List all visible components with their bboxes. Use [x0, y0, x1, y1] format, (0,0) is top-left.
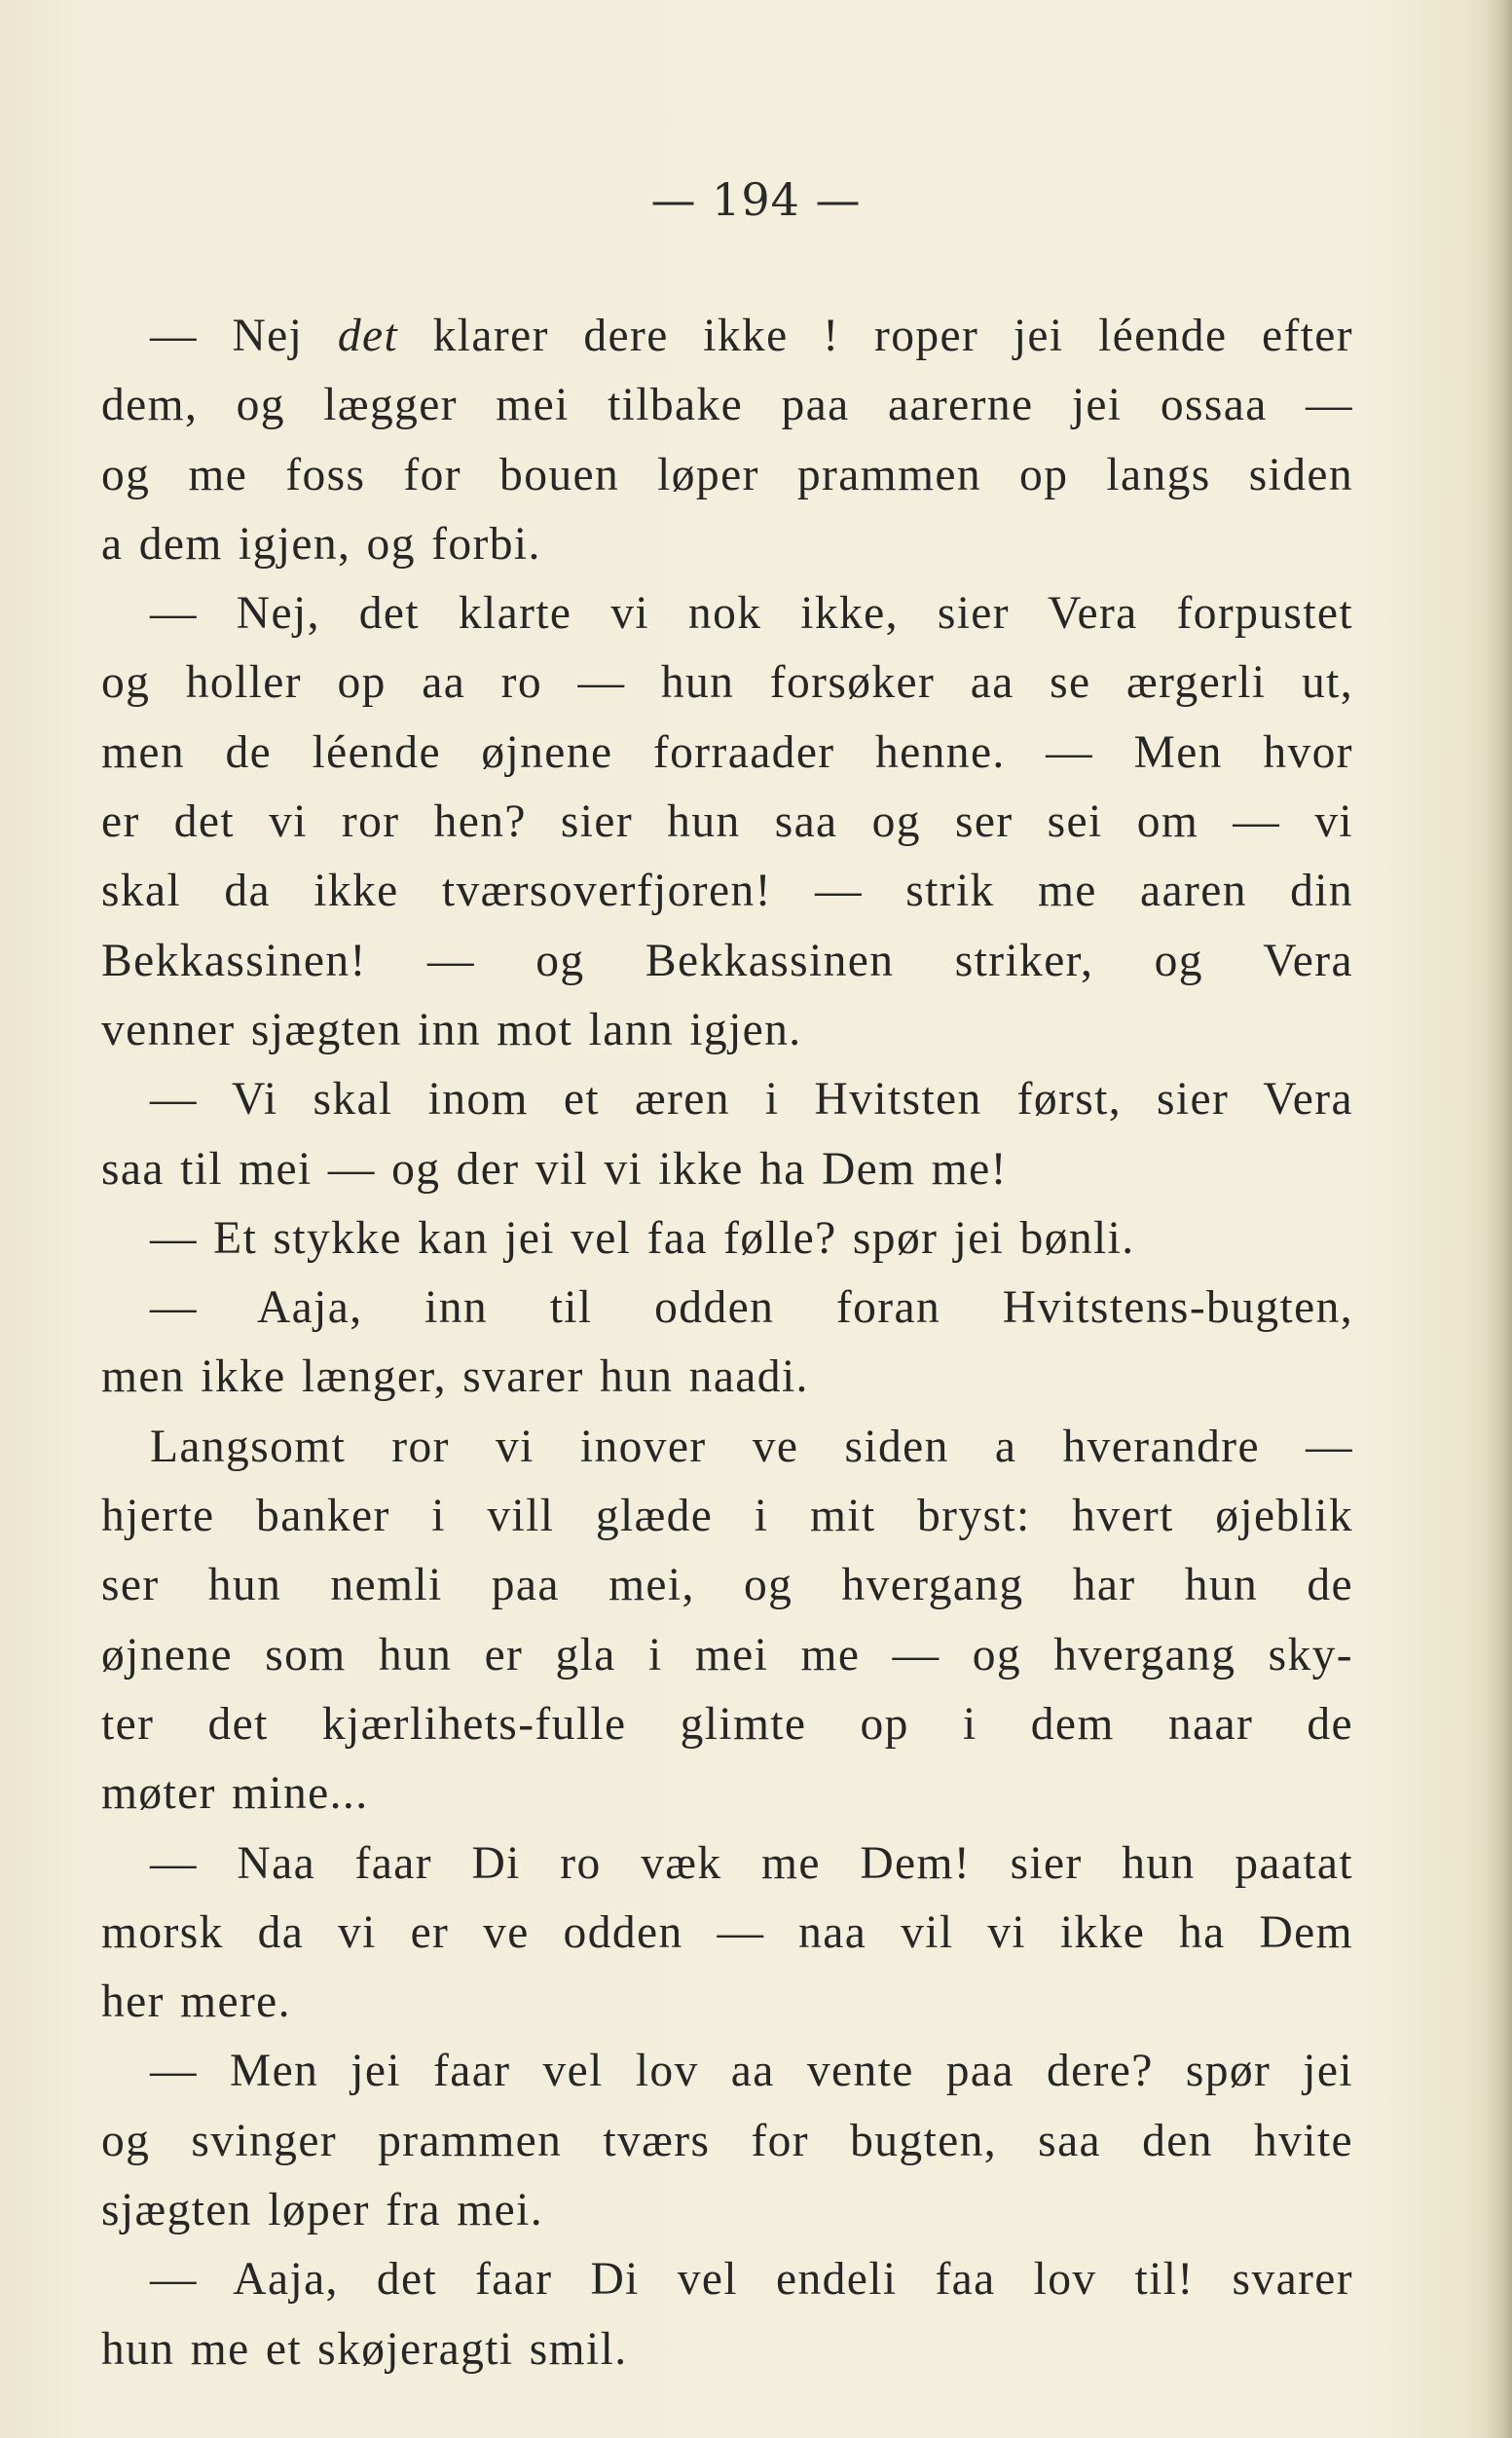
- text-line: [101, 1829, 1353, 1899]
- text-line: [101, 1968, 1353, 2037]
- text-line-content: — Naa faar Di ro væk me Dem! sier hun paatat: [150, 1837, 1353, 1889]
- text-line: [101, 857, 1353, 926]
- page-number: — 194 —: [650, 173, 862, 226]
- text-line: [101, 510, 1353, 579]
- text-line: [101, 996, 1353, 1065]
- text-line-content: og holler op aa ro — hun forsøker aa se ærgerli ut,: [101, 657, 1353, 709]
- text-line: [101, 927, 1353, 996]
- text-line: [101, 1343, 1353, 1412]
- text-line-content: — Men jei faar vel lov aa vente paa dere? spør jei: [150, 2046, 1353, 2097]
- text-line-content: øjnene som hun er gla i mei me — og hvergang sky-: [101, 1629, 1353, 1681]
- text-line-content: møter mine...: [101, 1768, 369, 1820]
- text-line: [101, 719, 1353, 788]
- text-line: [101, 1482, 1353, 1551]
- text-line: [101, 2245, 1353, 2314]
- text-line: [101, 1899, 1353, 1968]
- text-line: [101, 1621, 1353, 1690]
- text-line: [101, 1204, 1353, 1274]
- text-line-content: venner sjægten inn mot lann igjen.: [101, 1004, 802, 1055]
- text-line-content: saa til mei — og der vil vi ikke ha Dem me!: [101, 1143, 1008, 1195]
- text-line-content: og me foss for bouen løper prammen op langs siden: [101, 449, 1353, 500]
- text-line-content: ser hun nemli paa mei, og hvergang har hun de: [101, 1560, 1353, 1611]
- text-line: [101, 1135, 1353, 1204]
- body-text: [101, 302, 1353, 2384]
- text-line-content: men ikke længer, svarer hun naadi.: [101, 1351, 809, 1403]
- text-line-content: men de léende øjnene forraader henne. — Men hvor: [101, 726, 1353, 778]
- text-line-content: Langsomt ror vi inover ve siden a hverandre —: [150, 1421, 1353, 1472]
- text-line: [101, 2315, 1353, 2384]
- text-line-content: dem, og lægger mei tilbake paa aarerne jei ossaa —: [101, 380, 1353, 431]
- text-line: [101, 1759, 1353, 1828]
- text-line-content: hjerte banker i vill glæde i mit bryst: hvert øjeblik: [101, 1491, 1353, 1542]
- text-line: [101, 788, 1353, 857]
- text-line-content: her mere.: [101, 1976, 291, 2028]
- text-line: [101, 441, 1353, 510]
- text-line: [101, 1413, 1353, 1482]
- text-line-content: og svinger prammen tværs for bugten, saa den hvite: [101, 2115, 1353, 2166]
- text-line-content: ter det kjærlihets-fulle glimte op i dem naar de: [101, 1698, 1353, 1750]
- text-line: [101, 1690, 1353, 1759]
- text-line-content: a dem igjen, og forbi.: [101, 518, 541, 570]
- text-line: [101, 371, 1353, 440]
- page-edge-shadow: [1487, 0, 1512, 2438]
- text-line-content: — Aaja, det faar Di vel endeli faa lov til! svarer: [150, 2254, 1353, 2306]
- text-line: [101, 2107, 1353, 2176]
- text-line: [101, 2037, 1353, 2106]
- text-line: [101, 1551, 1353, 1620]
- text-line-content: hun me et skøjeragti smil.: [101, 2323, 628, 2375]
- text-line-content: — Nej, det klarte vi nok ikke, sier Vera forpustet: [150, 588, 1353, 640]
- text-line-content: er det vi ror hen? sier hun saa og ser sei om — vi: [101, 796, 1353, 848]
- text-line: [101, 648, 1353, 718]
- text-line-content: — Vi skal inom et æren i Hvitsten først, sier Vera: [150, 1074, 1353, 1126]
- text-line-content: Bekkassinen! — og Bekkassinen striker, og Vera: [101, 935, 1353, 986]
- text-line-content: morsk da vi er ve odden — naa vil vi ikke ha Dem: [101, 1906, 1353, 1958]
- text-line: [101, 1274, 1353, 1343]
- text-line-content: — Nej: [150, 311, 338, 361]
- text-line: [101, 1065, 1353, 1134]
- text-line: [101, 302, 1353, 371]
- text-line-content: — Aaja, inn til odden foran Hvitstens-bugten,: [150, 1282, 1353, 1334]
- text-line-content: sjægten løper fra mei.: [101, 2185, 543, 2236]
- text-line-content: skal da ikke tværsoverfjoren! — strik me aaren din: [101, 866, 1353, 917]
- text-line: [101, 2176, 1353, 2245]
- text-line: [101, 579, 1353, 648]
- emphasized-word: det: [337, 311, 399, 361]
- text-line-continuation: klarer dere ikke ! roper jei léende efter: [398, 311, 1353, 361]
- text-line-content: — Et stykke kan jei vel faa følle? spør jei bønli.: [150, 1212, 1135, 1264]
